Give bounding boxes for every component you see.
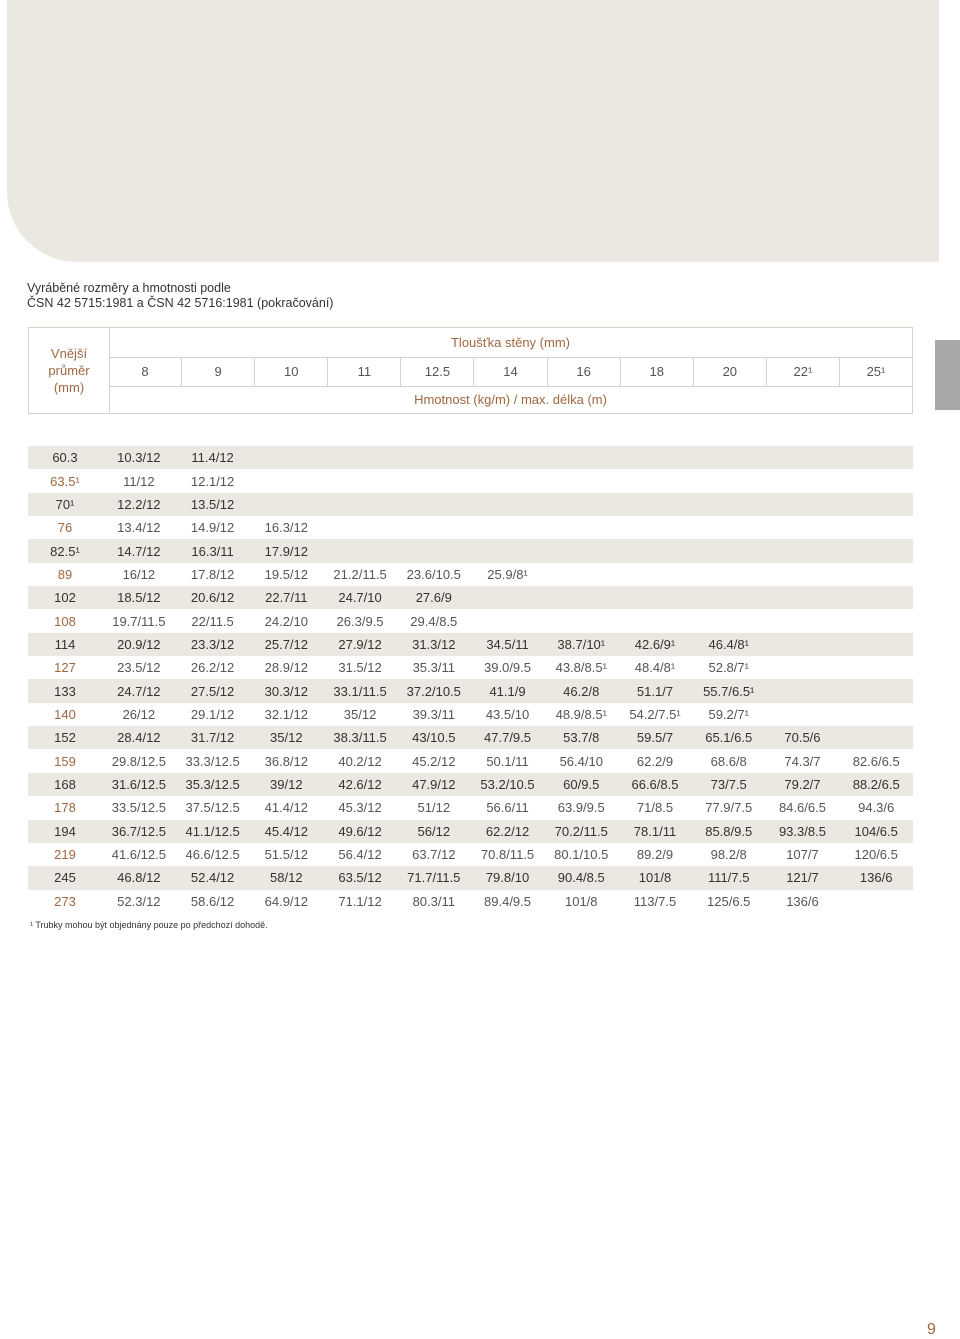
mass-length-cell: 85.8/9.5 [705, 823, 753, 839]
outer-diameter-header-line-2: průměr [48, 363, 90, 378]
mass-length-cell: 45.4/12 [264, 823, 308, 839]
table-row [28, 843, 913, 866]
table-row [28, 586, 913, 609]
outer-diameter-cell: 127 [54, 660, 76, 676]
table-row [28, 773, 913, 796]
mass-length-cell: 29.8/12.5 [111, 753, 166, 769]
mass-length-cell: 60/9.5 [563, 776, 600, 792]
mass-length-cell: 89.4/9.5 [484, 893, 532, 909]
mass-length-cell: 12.2/12 [117, 496, 161, 512]
mass-length-cell: 59.2/7¹ [708, 706, 749, 722]
mass-length-cell: 14.7/12 [117, 543, 161, 559]
mass-length-cell: 33.3/12.5 [185, 753, 240, 769]
mass-length-cell: 136/6 [859, 870, 893, 886]
mass-length-cell: 19.7/11.5 [112, 613, 166, 629]
mass-length-cell: 33.5/12.5 [111, 800, 166, 816]
mass-length-cell: 52.3/12 [117, 893, 161, 909]
mass-length-cell: 12.1/12 [190, 473, 235, 489]
mass-length-cell: 79.8/10 [485, 870, 530, 886]
mass-length-cell: 41.6/12.5 [111, 847, 166, 863]
outer-diameter-cell: 89 [57, 566, 73, 582]
mass-length-cell: 89.2/9 [636, 847, 674, 863]
mass-length-cell: 16.3/12 [264, 520, 308, 536]
mass-length-cell: 31.6/12.5 [111, 776, 166, 792]
mass-length-cell: 36.8/12 [264, 753, 308, 769]
table-header [28, 327, 913, 414]
mass-length-cell: 13.5/12 [190, 496, 235, 512]
outer-diameter-cell: 76 [57, 520, 73, 536]
mass-length-cell: 66.6/8.5 [631, 776, 679, 792]
wall-col-header: 25¹ [866, 364, 886, 379]
mass-length-cell: 90.4/8.5 [557, 870, 605, 886]
mass-length-cell: 70.5/6 [784, 730, 821, 746]
mass-length-cell: 17.9/12 [264, 543, 308, 559]
mass-length-cell: 113/7.5 [633, 893, 677, 909]
mass-length-cell: 53.7/8 [563, 730, 600, 746]
mass-length-cell: 71.7/11.5 [407, 870, 461, 886]
mass-length-cell: 33.1/11.5 [333, 683, 387, 699]
mass-length-cell: 23.3/12 [190, 636, 235, 652]
outer-diameter-cell: 273 [54, 893, 76, 909]
mass-length-cell: 31.5/12 [338, 660, 382, 676]
mass-length-cell: 32.1/12 [264, 706, 308, 722]
mass-length-cell: 28.4/12 [117, 730, 161, 746]
table-row [28, 446, 913, 469]
mass-length-cell: 37.2/10.5 [406, 683, 461, 699]
mass-length-cell: 70.2/11.5 [554, 823, 608, 839]
wall-col-header: 20 [694, 357, 767, 386]
mass-length-cell: 43.8/8.5¹ [555, 660, 607, 676]
section-tab [935, 340, 960, 410]
mass-length-cell: 17.8/12 [190, 566, 235, 582]
table-heading [27, 281, 333, 311]
mass-length-cell: 36.7/12.5 [111, 823, 166, 839]
mass-length-cell: 41.4/12 [264, 800, 308, 816]
mass-length-cell: 73/7.5 [710, 776, 747, 792]
mass-length-cell: 93.3/8.5 [778, 823, 826, 839]
mass-length-cell: 46.6/12.5 [185, 847, 240, 863]
table-row [28, 796, 913, 819]
outer-diameter-cell: 63.5¹ [50, 473, 80, 489]
outer-diameter-cell: 152 [54, 730, 76, 746]
mass-length-cell: 16/12 [122, 566, 156, 582]
mass-length-cell: 121/7 [786, 870, 819, 886]
wall-col-header: 22¹ [767, 357, 840, 386]
outer-diameter-header [29, 328, 110, 413]
wall-col-header: 14 [474, 357, 547, 386]
mass-length-cell: 136/6 [786, 893, 819, 909]
mass-length-cell: 35/12 [270, 730, 303, 746]
mass-length-cell: 38.3/11.5 [333, 730, 387, 746]
mass-length-cell: 79.2/7 [784, 776, 821, 792]
table-row [28, 656, 913, 679]
mass-length-cell: 26/12 [122, 706, 156, 722]
outer-diameter-cell: 108 [54, 613, 76, 629]
mass-length-cell: 53.2/10.5 [480, 776, 535, 792]
mass-length-cell: 39.3/11 [412, 706, 455, 722]
table-row [28, 679, 913, 702]
outer-diameter-cell: 159 [54, 753, 76, 769]
table-row [28, 749, 913, 772]
mass-length-cell: 41.1/9 [489, 683, 526, 699]
table-row [28, 539, 913, 562]
mass-length-cell: 47.9/12 [412, 776, 456, 792]
mass-length-cell: 52.8/7¹ [708, 660, 749, 676]
outer-diameter-cell: 219 [54, 847, 76, 863]
table-row [28, 563, 913, 586]
mass-length-cell: 54.2/7.5¹ [629, 706, 681, 722]
mass-length-cell: 39.0/9.5 [484, 660, 532, 676]
table-row [28, 493, 913, 516]
outer-diameter-cell: 70¹ [55, 496, 75, 512]
mass-length-cell: 46.8/12 [117, 870, 161, 886]
mass-length-cell: 78.1/11 [633, 823, 677, 839]
outer-diameter-cell: 60.3 [52, 450, 78, 466]
mass-length-cell: 40.2/12 [338, 753, 382, 769]
mass-length-cell: 27.5/12 [190, 683, 235, 699]
mass-length-cell: 125/6.5 [707, 893, 751, 909]
mass-length-cell: 30.3/12 [264, 683, 308, 699]
mass-length-cell: 24.7/12 [117, 683, 161, 699]
mass-length-cell: 48.4/8¹ [634, 660, 676, 676]
table-row [28, 820, 913, 843]
mass-length-cell: 56.4/10 [559, 753, 603, 769]
mass-length-cell: 35/12 [343, 706, 377, 722]
mass-length-cell: 63.5/12 [338, 870, 382, 886]
mass-length-cell: 45.2/12 [412, 753, 456, 769]
mass-length-cell: 101/8 [564, 893, 598, 909]
mass-length-cell: 84.6/6.5 [778, 800, 826, 816]
mass-length-cell: 27.9/12 [338, 636, 382, 652]
mass-length-cell: 101/8 [638, 870, 672, 886]
wall-col-header: 16 [548, 357, 621, 386]
mass-length-cell: 28.9/12 [264, 660, 308, 676]
mass-length-cell: 77.9/7.5 [705, 800, 753, 816]
mass-length-cell: 63.7/12 [412, 847, 456, 863]
mass-length-cell: 70.8/11.5 [480, 847, 535, 863]
mass-length-cell: 16.3/11 [191, 543, 234, 559]
mass-length-cell: 11/12 [123, 473, 155, 489]
mass-length-cell: 59.5/7 [636, 730, 674, 746]
wall-thickness-header: Tloušťka stěny (mm) [109, 328, 912, 358]
table-row [28, 633, 913, 656]
mass-length-cell: 51/12 [417, 800, 451, 816]
wall-col-header: 18 [621, 357, 694, 386]
data-table [28, 446, 913, 913]
outer-diameter-cell: 114 [54, 636, 76, 652]
mass-length-cell: 34.5/11 [486, 636, 529, 652]
mass-length-cell: 23.6/10.5 [406, 566, 461, 582]
mass-length-cell: 62.2/9 [636, 753, 674, 769]
table-row [28, 726, 913, 749]
mass-length-cell: 46.2/8 [563, 683, 600, 699]
mass-length-cell: 94.3/6 [858, 800, 895, 816]
mass-length-cell: 11.4/12 [191, 450, 234, 466]
mass-length-cell: 56.4/12 [338, 847, 382, 863]
mass-length-cell: 20.6/12 [190, 590, 235, 606]
outer-diameter-cell: 178 [54, 800, 76, 816]
table-row [28, 609, 913, 632]
mass-length-cell: 38.7/10¹ [557, 636, 606, 652]
mass-length-cell: 98.2/8 [710, 847, 747, 863]
wall-col-header: 12.5 [401, 357, 474, 386]
hero-banner [7, 0, 939, 262]
mass-length-cell: 24.7/10 [338, 590, 382, 606]
wall-col-header: 8 [109, 357, 182, 386]
footnote: ¹ Trubky mohou být objednány pouze po předchozí dohodě. [30, 920, 268, 930]
mass-length-cell: 45.3/12 [338, 800, 382, 816]
mass-length-cell: 19.5/12 [264, 566, 308, 582]
mass-length-cell: 120/6.5 [854, 847, 898, 863]
table-row [28, 890, 913, 913]
mass-length-cell: 56.6/11 [486, 800, 529, 816]
mass-length-cell: 58.6/12 [190, 893, 235, 909]
mass-length-cell: 48.9/8.5¹ [555, 706, 607, 722]
table-row [28, 866, 913, 889]
mass-length-cell: 10.3/12 [117, 450, 161, 466]
outer-diameter-cell: 140 [54, 706, 76, 722]
mass-length-cell: 46.4/8¹ [708, 636, 749, 652]
mass-length-cell: 35.3/12.5 [185, 776, 240, 792]
wall-col-header: 10 [255, 357, 328, 386]
mass-length-cell: 14.9/12 [190, 520, 235, 536]
mass-length-cell: 22.7/11 [265, 590, 308, 606]
mass-length-cell: 31.7/12 [190, 730, 235, 746]
mass-length-cell: 23.5/12 [117, 660, 161, 676]
mass-length-cell: 63.9/9.5 [557, 800, 605, 816]
mass-length-cell: 18.5/12 [117, 590, 161, 606]
mass-length-cell: 21.2/11.5 [333, 566, 387, 582]
page-number: 9 [927, 1321, 936, 1338]
mass-length-cell: 41.1/12.5 [185, 823, 240, 839]
mass-length-cell: 25.9/8¹ [487, 566, 528, 582]
mass-length-cell: 80.1/10.5 [554, 847, 609, 863]
mass-length-cell: 49.6/12 [338, 823, 382, 839]
table-row [28, 516, 913, 539]
mass-length-cell: 107/7 [786, 847, 819, 863]
heading-line-2: ČSN 42 5715:1981 a ČSN 42 5716:1981 (pokračování) [27, 296, 334, 310]
mass-length-cell: 88.2/6.5 [852, 776, 900, 792]
wall-col-header: 11 [328, 357, 401, 386]
outer-diameter-header-line-3: (mm) [53, 380, 85, 395]
mass-length-cell: 43.5/10 [485, 706, 530, 722]
wall-col-header: 9 [182, 357, 255, 386]
outer-diameter-cell: 194 [54, 823, 76, 839]
wall-thickness-values [109, 357, 912, 387]
mass-length-cell: 62.2/12 [485, 823, 530, 839]
mass-length-cell: 71/8.5 [636, 800, 674, 816]
mass-length-cell: 52.4/12 [190, 870, 235, 886]
mass-length-cell: 29.4/8.5 [410, 613, 458, 629]
mass-length-cell: 50.1/11 [486, 753, 529, 769]
mass-length-cell: 55.7/6.5¹ [703, 683, 755, 699]
heading-line-1: Vyráběné rozměry a hmotnosti podle [27, 281, 231, 295]
mass-length-cell: 58/12 [270, 870, 303, 886]
mass-length-cell: 71.1/12 [338, 893, 382, 909]
mass-length-cell: 51.1/7 [636, 683, 674, 699]
outer-diameter-cell: 133 [54, 683, 76, 699]
mass-length-cell: 26.3/9.5 [336, 613, 384, 629]
outer-diameter-cell: 82.5¹ [50, 543, 80, 559]
mass-length-cell: 47.7/9.5 [484, 730, 532, 746]
mass-length-cell: 25.7/12 [264, 636, 308, 652]
mass-length-cell: 20.9/12 [117, 636, 161, 652]
outer-diameter-cell: 168 [54, 776, 76, 792]
table-row [28, 703, 913, 726]
mass-length-cell: 26.2/12 [190, 660, 235, 676]
mass-length-cell: 27.6/9 [415, 590, 452, 606]
mass-length-cell: 65.1/6.5 [705, 730, 753, 746]
mass-length-cell: 39/12 [270, 776, 303, 792]
mass-length-cell: 22/11.5 [191, 613, 234, 629]
mass-length-cell: 111/7.5 [708, 870, 750, 886]
mass-length-cell: 37.5/12.5 [185, 800, 240, 816]
mass-length-cell: 42.6/12 [338, 776, 382, 792]
mass-length-cell: 74.3/7 [784, 753, 821, 769]
mass-length-cell: 29.1/12 [190, 706, 235, 722]
mass-length-cell: 51.5/12 [264, 847, 308, 863]
mass-length-header: Hmotnost (kg/m) / max. délka (m) [414, 392, 607, 407]
mass-length-cell: 64.9/12 [264, 893, 308, 909]
outer-diameter-cell: 245 [54, 870, 76, 886]
mass-length-cell: 104/6.5 [854, 823, 898, 839]
mass-length-cell: 68.6/8 [710, 753, 747, 769]
mass-length-cell: 35.3/11 [412, 660, 455, 676]
outer-diameter-cell: 102 [54, 590, 76, 606]
mass-length-cell: 56/12 [417, 823, 451, 839]
mass-length-cell: 24.2/10 [264, 613, 308, 629]
mass-length-cell: 42.6/9¹ [634, 636, 676, 652]
mass-length-cell: 43/10.5 [412, 730, 456, 746]
mass-length-cell: 82.6/6.5 [852, 753, 900, 769]
outer-diameter-header-line-1: Vnější [50, 346, 88, 361]
mass-length-cell: 80.3/11 [412, 893, 455, 909]
mass-length-cell: 13.4/12 [117, 520, 161, 536]
mass-length-cell: 31.3/12 [412, 636, 456, 652]
table-row [28, 469, 913, 492]
